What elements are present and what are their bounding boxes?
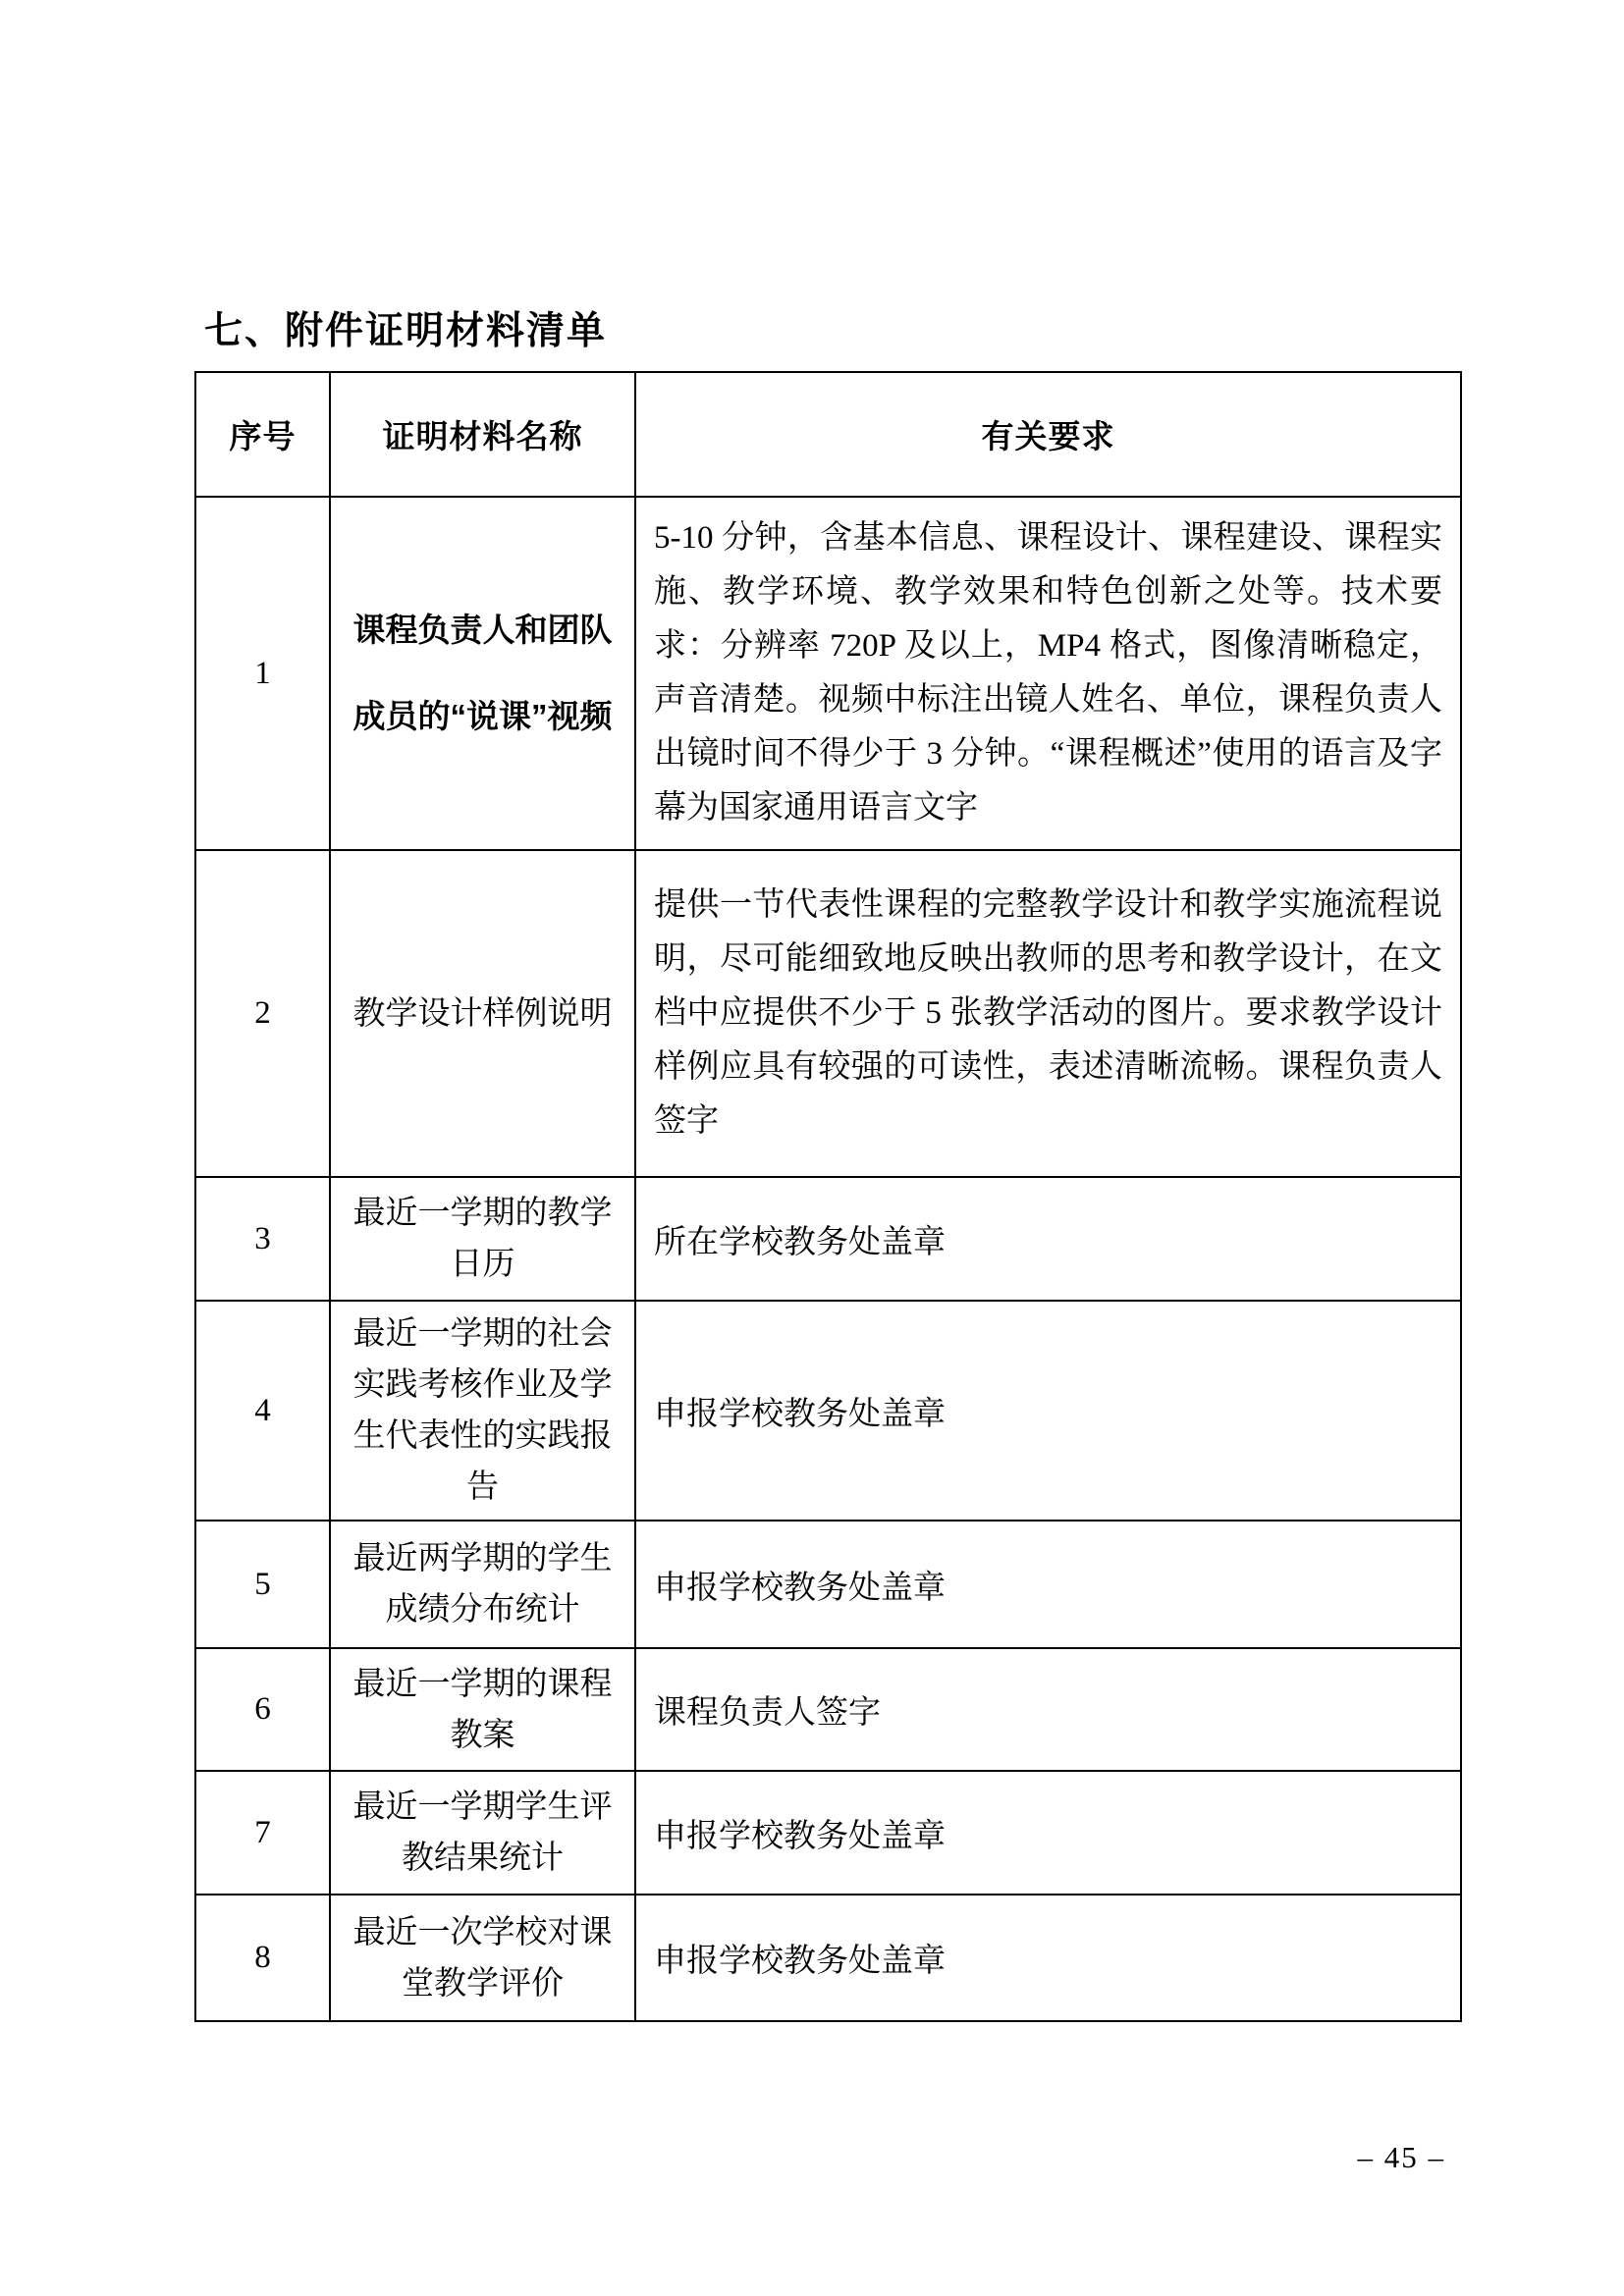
row-number-cell: 3 (195, 1177, 330, 1301)
table-row (195, 497, 1461, 850)
requirement-cell: 提供一节代表性课程的完整教学设计和教学实施流程说明，尽可能细致地反映出教师的思考和教学设计，在文档中应提供不少于 5 张教学活动的图片。要求教学设计样例应具有较强的可读性，表述清晰流畅。课程负责人签字 (635, 850, 1461, 1177)
material-name-cell: 教学设计样例说明 (330, 850, 635, 1177)
requirement-cell: 申报学校教务处盖章 (635, 1771, 1461, 1895)
requirement-cell: 申报学校教务处盖章 (635, 1301, 1461, 1521)
table-row (195, 1648, 1461, 1771)
row-number-cell: 2 (195, 850, 330, 1177)
row-number-cell: 5 (195, 1521, 330, 1648)
column-header-requirements: 有关要求 (635, 372, 1461, 497)
material-name-cell: 课程负责人和团队成员的“说课”视频 (330, 497, 635, 850)
material-name-cell: 最近一次学校对课堂教学评价 (330, 1895, 635, 2021)
material-name-cell: 最近两学期的学生成绩分布统计 (330, 1521, 635, 1648)
row-number-cell: 6 (195, 1648, 330, 1771)
page-number: – 45 – (1357, 2140, 1445, 2174)
requirement-cell: 5-10 分钟，含基本信息、课程设计、课程建设、课程实施、教学环境、教学效果和特色创新之处等。技术要求：分辨率 720P 及以上，MP4 格式，图像清晰稳定，声音清楚。视频中标注出镜人姓名、单位，课程负责人出镜时间不得少于 3 分钟。“课程概述”使用的语言及字幕为国家通用语言文字 (635, 497, 1461, 850)
requirement-cell: 申报学校教务处盖章 (635, 1521, 1461, 1648)
column-header-number: 序号 (195, 372, 330, 497)
table-row (195, 1301, 1461, 1521)
materials-table (194, 371, 1462, 2022)
table-row (195, 1177, 1461, 1301)
row-number-cell: 8 (195, 1895, 330, 2021)
table-row (195, 850, 1461, 1177)
table-row (195, 1771, 1461, 1895)
material-name-cell: 最近一学期的课程教案 (330, 1648, 635, 1771)
requirement-cell: 申报学校教务处盖章 (635, 1895, 1461, 2021)
requirement-cell: 课程负责人签字 (635, 1648, 1461, 1771)
material-name-cell: 最近一学期的社会实践考核作业及学生代表性的实践报告 (330, 1301, 635, 1521)
row-number-cell: 4 (195, 1301, 330, 1521)
table-row (195, 1895, 1461, 2021)
material-name-cell: 最近一学期学生评教结果统计 (330, 1771, 635, 1895)
row-number-cell: 1 (195, 497, 330, 850)
row-number-cell: 7 (195, 1771, 330, 1895)
material-name-cell: 最近一学期的教学日历 (330, 1177, 635, 1301)
page-title: 七、附件证明材料清单 (204, 310, 608, 352)
column-header-material-name: 证明材料名称 (330, 372, 635, 497)
table-row (195, 1521, 1461, 1648)
requirement-cell: 所在学校教务处盖章 (635, 1177, 1461, 1301)
table-header-row (195, 372, 1461, 497)
